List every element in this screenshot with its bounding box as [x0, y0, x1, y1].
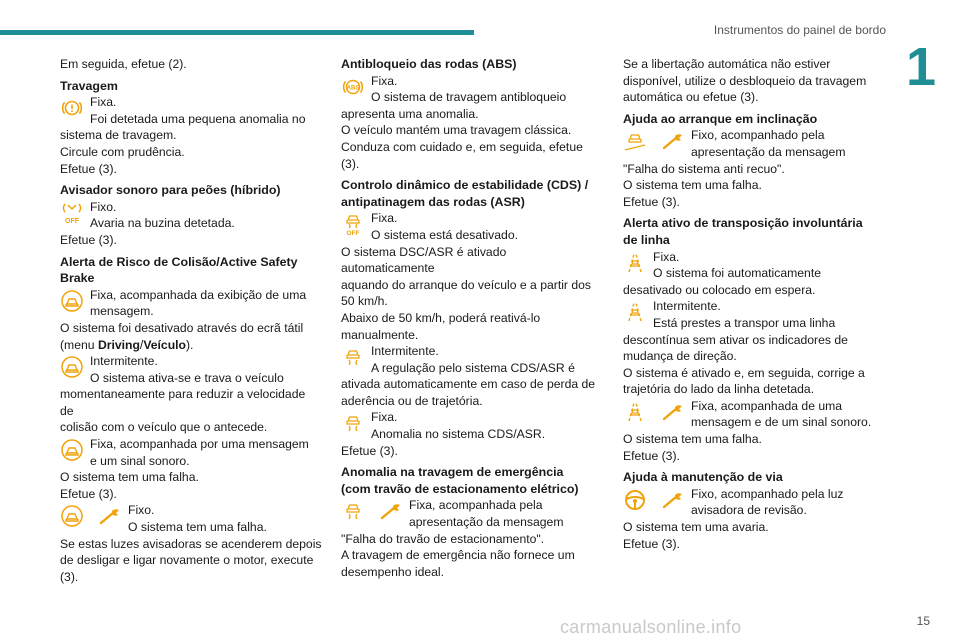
text-line: mensagem e de um sinal sonoro.	[691, 415, 872, 430]
text-line: O sistema é ativado e, em seguida, corrige a	[623, 365, 865, 380]
text-line: Anomalia no sistema CDS/ASR.	[371, 427, 546, 442]
text-line: O sistema está desativado.	[371, 227, 518, 242]
text-line: Alerta ativo de transposição involuntária	[623, 216, 863, 231]
indicator-entry	[341, 210, 603, 243]
text-line: apresentação da mensagem	[409, 515, 564, 530]
text-line: O sistema ativa-se e trava o veículo	[90, 370, 284, 385]
text-line: desempenho ideal.	[341, 564, 444, 579]
steering-wheel-icon	[623, 488, 647, 512]
lane-departure-icon	[623, 300, 647, 324]
collision-alert-icon	[60, 504, 84, 528]
text-line: mudança de direção.	[623, 349, 737, 364]
collision-alert-icon	[60, 438, 84, 462]
text-line: de linha	[623, 232, 670, 247]
indicator-entry	[60, 94, 322, 127]
text-line: Avaria na buzina detetada.	[90, 216, 235, 231]
text-span: /	[139, 337, 144, 352]
svg-text:OFF: OFF	[346, 230, 360, 237]
text-line: O sistema tem uma falha.	[623, 432, 762, 447]
text-line: O sistema tem uma falha.	[128, 520, 267, 535]
indicator-entry	[623, 398, 885, 431]
text-line: O sistema tem uma falha.	[623, 178, 762, 193]
text-line: O sistema foi desativado através do ecrã tátil	[60, 320, 304, 335]
text-line: momentaneamente para reduzir a velocidade de	[60, 387, 306, 418]
text-line: sistema de travagem.	[60, 128, 177, 143]
text-line: Está prestes a transpor uma linha	[653, 315, 836, 330]
indicator-entry	[623, 249, 885, 282]
indicator-entry	[60, 199, 322, 232]
heading-pedestrian-horn: Avisador sonoro para peões (híbrido)	[60, 183, 281, 198]
service-wrench-icon	[661, 488, 685, 512]
text-span: ).	[186, 337, 194, 352]
text-line: Fixa, acompanhada por uma mensagem	[90, 437, 309, 452]
text-line: ativada automaticamente em caso de perda de	[341, 377, 596, 392]
text-line: Fixa.	[90, 95, 117, 110]
paragraph: Em seguida, efetue (2).	[60, 57, 187, 71]
text-line: Conduza com cuidado e, em seguida, efetue (3).	[341, 139, 583, 171]
text-line: e um sinal sonoro.	[90, 453, 190, 468]
text-line: Abaixo de 50 km/h, poderá reativá-lo	[341, 310, 541, 325]
text-line: (com travão de estacionamento elétrico)	[341, 481, 579, 496]
text-line: Intermitente.	[90, 354, 158, 369]
heading-hill-start: Ajuda ao arranque em inclinação	[623, 111, 818, 126]
svg-text:ABS: ABS	[346, 85, 360, 92]
text-span: (menu	[60, 337, 98, 352]
text-line: trajetória do lado da linha detetada.	[623, 382, 815, 397]
indicator-entry	[623, 298, 885, 331]
indicator-entry	[623, 486, 885, 519]
text-line: Circule com prudência.	[60, 144, 185, 159]
header-accent-bar	[0, 30, 474, 35]
chapter-number: 1	[905, 37, 936, 97]
text-line: O sistema tem uma avaria.	[623, 520, 769, 535]
heading-collision-alert	[60, 254, 322, 287]
indicator-entry	[60, 353, 322, 386]
indicator-entry	[60, 436, 322, 469]
text-line: manualmente.	[341, 327, 419, 342]
text-line: aderência ou de trajetória.	[341, 393, 483, 408]
heading-travagem: Travagem	[60, 78, 118, 93]
text-line: O sistema DSC/ASR é ativado automaticamente	[341, 244, 507, 276]
text-line	[60, 337, 322, 354]
icon-pair	[623, 400, 685, 424]
text-line: avisadora de revisão.	[691, 503, 807, 518]
text-line: Fixa.	[371, 410, 398, 425]
icon-pair	[623, 488, 685, 512]
text-line: aquando do arranque do veículo e a partir dos	[341, 277, 592, 292]
text-line: Controlo dinâmico de estabilidade (CDS) /	[341, 178, 589, 193]
text-line: apresenta uma anomalia.	[341, 106, 479, 121]
text-line: de desligar e ligar novamente o motor, execute	[60, 553, 314, 568]
heading-abs: Antibloqueio das rodas (ABS)	[341, 57, 517, 71]
text-line: colisão com o veículo que o antecede.	[60, 420, 268, 435]
text-line: Efetue (3).	[623, 536, 680, 551]
service-wrench-icon	[379, 499, 403, 523]
pedestrian-horn-off-icon	[60, 201, 84, 225]
menu-name: Driving	[97, 337, 140, 352]
text-line: O sistema de travagem antibloqueio	[371, 90, 567, 105]
text-line: 50 km/h.	[341, 294, 388, 309]
text-line: A regulação pelo sistema CDS/ASR é	[371, 360, 575, 375]
text-line: Fixo.	[128, 503, 155, 518]
icon-pair	[623, 129, 685, 153]
text-line: Alerta de Risco de Colisão/Active Safety	[60, 254, 298, 269]
text-line: Fixa.	[371, 211, 398, 226]
lane-departure-icon	[623, 400, 647, 424]
stability-control-icon	[341, 411, 365, 435]
text-line: Anomalia na travagem de emergência	[341, 465, 564, 480]
column-3	[623, 56, 885, 552]
text-line: automática ou efetue (3).	[623, 90, 759, 105]
service-wrench-icon	[98, 504, 122, 528]
text-line: Fixa, acompanhada da exibição de uma	[90, 287, 307, 302]
text-line: O sistema tem uma falha.	[60, 470, 199, 485]
text-line: A travagem de emergência não fornece um	[341, 548, 575, 563]
text-line: Efetue (3).	[341, 443, 398, 458]
indicator-entry	[341, 73, 603, 106]
text-line: Se estas luzes avisadoras se acenderem depois	[60, 536, 322, 551]
text-line: Efetue (3).	[60, 232, 117, 247]
text-line: Fixa, acompanhada pela	[409, 498, 543, 513]
text-line: "Falha do travão de estacionamento".	[341, 531, 545, 546]
text-line: "Falha do sistema anti recuo".	[623, 161, 785, 176]
text-line: Fixa.	[653, 249, 680, 264]
service-wrench-icon	[661, 400, 685, 424]
text-line: Efetue (3).	[60, 161, 117, 176]
stability-control-icon	[341, 345, 365, 369]
collision-alert-icon	[60, 289, 84, 313]
section-title: Instrumentos do painel de bordo	[713, 23, 886, 37]
menu-name: Veículo	[143, 337, 186, 352]
brake-warning-icon	[60, 96, 84, 120]
text-line: Fixa.	[371, 73, 398, 88]
text-line: Fixo, acompanhado pela luz	[691, 486, 844, 501]
indicator-entry	[60, 502, 322, 535]
text-line: O veículo mantém uma travagem clássica.	[341, 123, 572, 138]
hill-start-icon	[623, 129, 647, 153]
text-line: Efetue (3).	[623, 448, 680, 463]
text-line: Intermitente.	[653, 299, 721, 314]
text-line: desativado ou colocado em espera.	[623, 282, 816, 297]
indicator-entry	[341, 343, 603, 376]
stability-off-icon	[341, 212, 365, 236]
svg-text:OFF: OFF	[65, 217, 79, 225]
text-line: Fixa, acompanhada de uma	[691, 398, 843, 413]
collision-alert-icon	[60, 355, 84, 379]
abs-warning-icon	[341, 75, 365, 99]
text-line: disponível, utilize o desbloqueio da travagem	[623, 73, 867, 88]
text-line: mensagem.	[90, 304, 154, 319]
text-line: Fixo.	[90, 199, 117, 214]
icon-pair	[341, 499, 403, 523]
watermark: carmanualsonline.info	[560, 617, 742, 638]
indicator-entry	[60, 287, 322, 320]
text-line: (3).	[60, 569, 79, 584]
heading-lane-keeping: Ajuda à manutenção de via	[623, 470, 783, 485]
heading-emergency-braking	[341, 464, 603, 497]
text-line: Efetue (3).	[623, 194, 680, 209]
heading-cds-asr	[341, 177, 603, 210]
stability-control-icon	[341, 499, 365, 523]
text-line: Fixo, acompanhado pela	[691, 128, 825, 143]
text-line: Brake	[60, 271, 95, 286]
column-2	[341, 56, 603, 580]
lane-departure-icon	[623, 251, 647, 275]
column-1	[60, 56, 322, 585]
text-line: Efetue (3).	[60, 486, 117, 501]
indicator-entry	[341, 497, 603, 530]
text-line: O sistema foi automaticamente	[653, 266, 821, 281]
text-line: antipatinagem das rodas (ASR)	[341, 194, 525, 209]
text-line: Se a libertação automática não estiver	[623, 57, 831, 71]
page-number: 15	[916, 614, 930, 629]
text-line: Foi detetada uma pequena anomalia no	[90, 111, 306, 126]
service-wrench-icon	[661, 129, 685, 153]
indicator-entry	[623, 127, 885, 160]
heading-lane-departure	[623, 215, 885, 248]
text-line: Intermitente.	[371, 344, 439, 359]
text-line: descontínua sem ativar os indicadores de	[623, 332, 848, 347]
icon-pair	[60, 504, 122, 528]
text-line: apresentação da mensagem	[691, 144, 846, 159]
indicator-entry	[341, 409, 603, 442]
